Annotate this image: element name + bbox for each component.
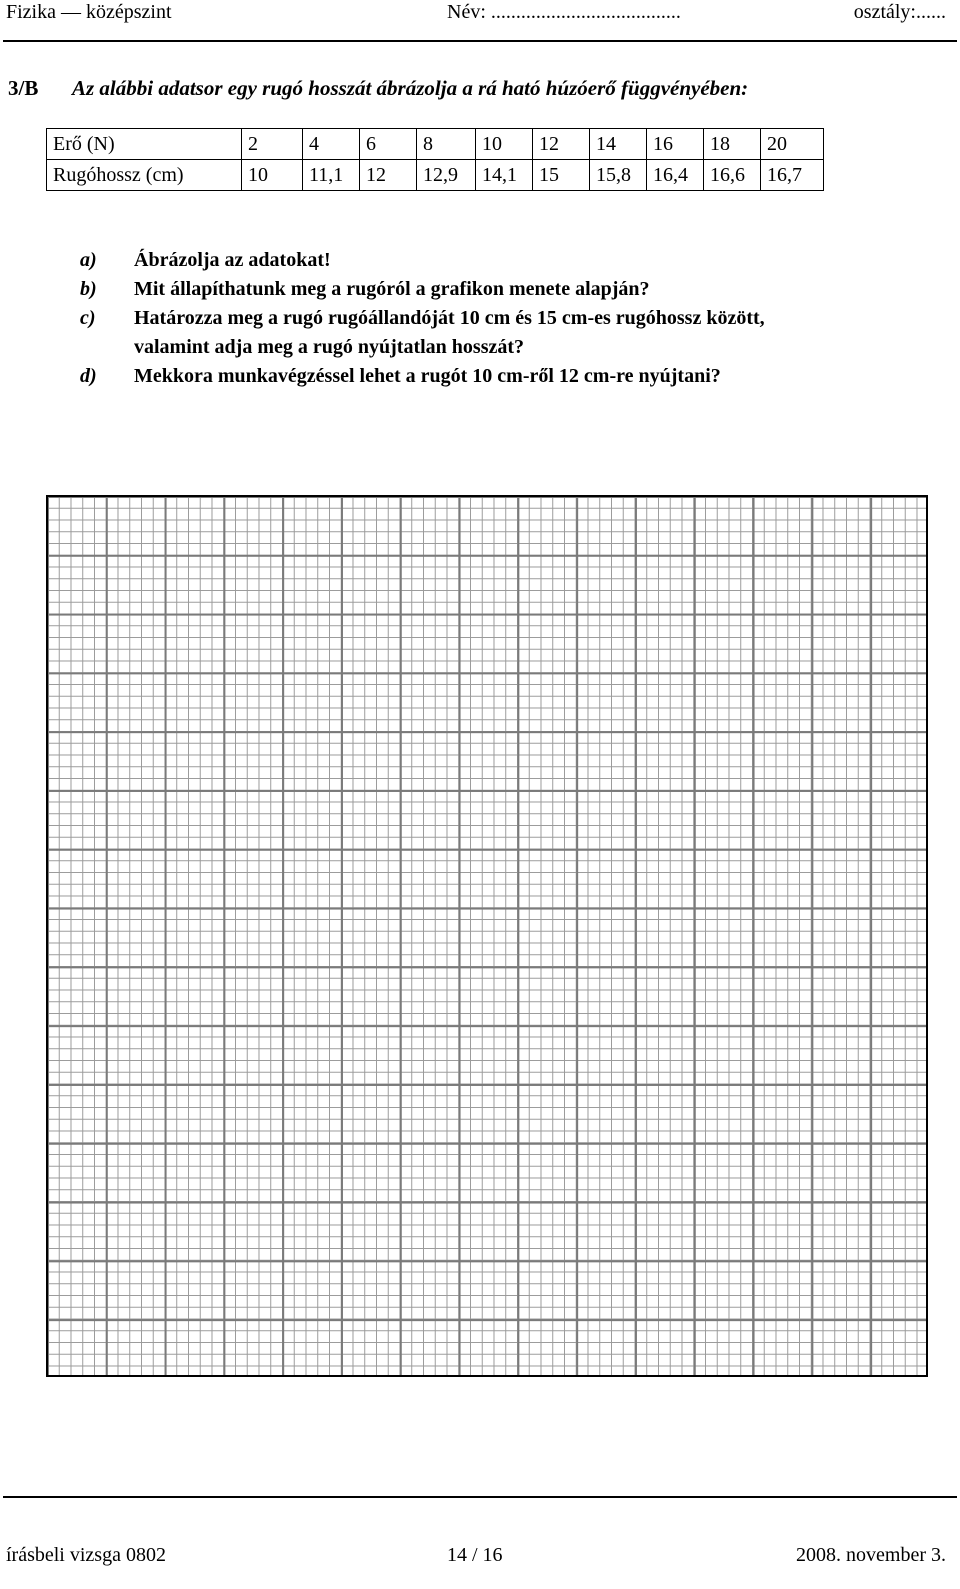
question-letter: b): [80, 278, 97, 300]
row-header: Rugóhossz (cm): [47, 160, 242, 191]
graph-paper-grid: [46, 495, 928, 1377]
table-cell: 15,8: [590, 160, 647, 191]
table-cell: 16: [647, 129, 704, 160]
table-cell: 14,1: [476, 160, 533, 191]
exam-date: 2008. november 3.: [796, 1544, 946, 1566]
table-cell: 14: [590, 129, 647, 160]
question-text: Ábrázolja az adatokat!: [134, 249, 331, 271]
table-cell: 6: [360, 129, 417, 160]
question-text: Határozza meg a rugó rugóállandóját 10 cm és 15 cm-es rugóhossz között,: [134, 307, 765, 329]
page-header: [6, 0, 946, 26]
table-cell: 16,6: [704, 160, 761, 191]
exam-code: írásbeli vizsga 0802: [6, 1544, 166, 1566]
question-text: Mit állapíthatunk meg a rugóról a grafikon menete alapján?: [134, 278, 650, 300]
table-cell: 16,4: [647, 160, 704, 191]
table-cell: 4: [303, 129, 360, 160]
table-cell: 15: [533, 160, 590, 191]
table-cell: 16,7: [761, 160, 824, 191]
table-cell: 12: [360, 160, 417, 191]
question-text: valamint adja meg a rugó nyújtatlan hosszát?: [134, 336, 525, 358]
table-cell: 20: [761, 129, 824, 160]
table-cell: 12,9: [417, 160, 476, 191]
task-title: Az alábbi adatsor egy rugó hosszát ábrázolja a rá ható húzóerő függvényében:: [72, 76, 749, 100]
table-cell: 11,1: [303, 160, 360, 191]
question-letter: c): [80, 307, 96, 329]
table-cell: 10: [242, 160, 303, 191]
task-number: 3/B: [8, 76, 39, 100]
header-divider: [3, 40, 957, 42]
class-field: osztály:......: [853, 1, 946, 23]
question-letter: a): [80, 249, 97, 271]
subject-label: Fizika — középszint: [6, 1, 172, 23]
table-cell: 10: [476, 129, 533, 160]
question-text: Mekkora munkavégzéssel lehet a rugót 10 cm-ről 12 cm-re nyújtani?: [134, 365, 721, 387]
page-number: 14 / 16: [447, 1544, 503, 1566]
table-cell: 12: [533, 129, 590, 160]
table-row-force: [47, 129, 824, 160]
table-row-length: [47, 160, 824, 191]
footer-divider: [3, 1496, 957, 1498]
table-cell: 18: [704, 129, 761, 160]
name-field: Név: ......................................: [447, 1, 681, 23]
row-header: Erő (N): [47, 129, 242, 160]
table-cell: 2: [242, 129, 303, 160]
table-cell: 8: [417, 129, 476, 160]
data-table: [46, 128, 824, 191]
question-letter: d): [80, 365, 97, 387]
